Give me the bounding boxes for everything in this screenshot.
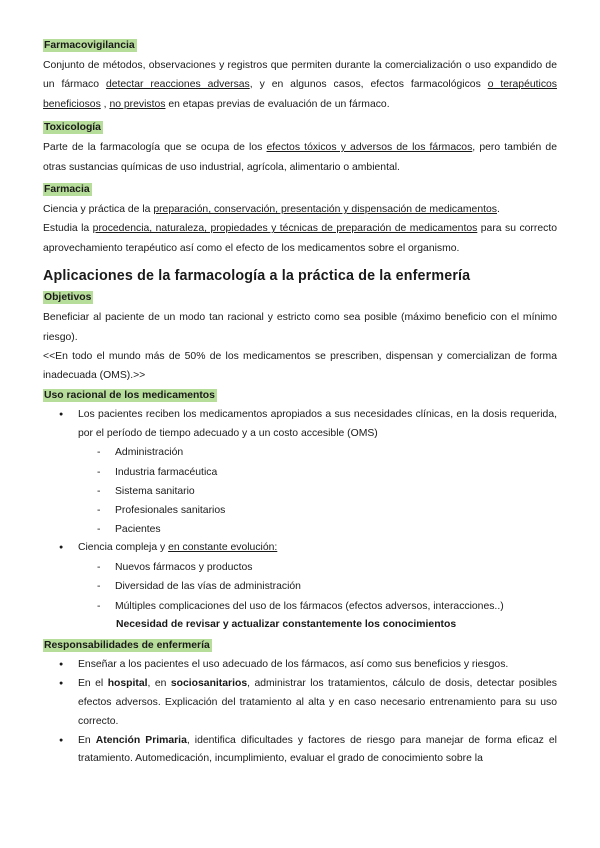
heading-farmacovigilancia: Farmacovigilancia — [44, 40, 135, 51]
section-heading-objetivos — [43, 291, 557, 308]
list-item: ● Ciencia compleja y en constante evolución: - Nuevos fármacos y productos - Diversidad de las vías de administración - Múltiples complicaciones del uso de los fármacos (efectos adversos, interacciones..) Necesidad de revisar y actualizar constantemente los conocimientos — [43, 539, 557, 634]
heading-uso-racional: Uso racional de los medicamentos — [44, 389, 215, 401]
heading-farmacia: Farmacia — [44, 184, 90, 196]
section-heading-uso-racional — [43, 389, 557, 406]
list-item: ● En Atención Primaria, identifica dificultades y factores de riesgo para manejar de forma eficaz el tratamiento. Automedicación, incumplimiento, evaluar el grado de conocimiento sobre la — [43, 732, 557, 770]
sub-list-item: - Industria farmacéutica — [78, 463, 557, 482]
section-title-aplicaciones: Aplicaciones de la farmacología a la práctica de la enfermería — [43, 268, 471, 285]
responsabilidades-list — [43, 656, 557, 769]
sub-list-item: - Administración — [78, 443, 557, 462]
sub-list-item: - Diversidad de las vías de administración — [78, 577, 557, 596]
paragraph-objetivos-1: Beneficiar al paciente de un modo tan racional y estricto como sea posible (máximo beneficio con el mínimo riesgo). — [43, 312, 557, 343]
list-item: ● Enseñar a los pacientes el uso adecuado de los fármacos, así como sus beneficios y riesgos. — [43, 656, 557, 675]
document-page — [43, 39, 557, 769]
note-revisar-conocimientos: Necesidad de revisar y actualizar constantemente los conocimientos — [116, 618, 457, 630]
heading-objetivos: Objetivos — [44, 292, 92, 304]
uso-racional-list — [43, 406, 557, 635]
sub-list-item: - Profesionales sanitarios — [78, 501, 557, 520]
paragraph-farmacovigilancia: Conjunto de métodos, observaciones y registros que permiten durante la comercialización o uso expandido de un fármaco detectar reacciones adversas, y en algunos casos, efectos farmacológicos o terapéuticos beneficiosos , no previstos en etapas previas de evaluación de un fármaco. — [43, 60, 557, 110]
paragraph-farmacia-2: Estudia la procedencia, naturaleza, propiedades y técnicas de preparación de medicamentos para su correcto aprovechamiento terapéutico así como el efecto de los medicamentos sobre el organismo. — [43, 223, 557, 254]
sub-list-item: - Múltiples complicaciones del uso de los fármacos (efectos adversos, interacciones..) — [78, 597, 557, 616]
list-item: ● Los pacientes reciben los medicamentos apropiados a sus necesidades clínicas, en la dosis requerida, por el período de tiempo adecuado y a un costo accesible (OMS) - Administración - Industria farmacéutica - Sistema sanitario - Profesionales sanitarios - Pacientes — [43, 406, 557, 540]
sub-list-evolucion — [78, 558, 557, 616]
heading-toxicologia: Toxicología — [44, 122, 101, 134]
heading-responsabilidades: Responsabilidades de enfermería — [44, 640, 210, 652]
paragraph-objetivos-2: <<En todo el mundo más de 50% de los medicamentos se prescriben, dispensan y comercializan de forma inadecuada (OMS).>> — [43, 351, 557, 382]
section-heading-farmacia — [43, 183, 557, 200]
sub-list-actores — [78, 443, 557, 539]
paragraph-toxicologia: Parte de la farmacología que se ocupa de los efectos tóxicos y adversos de los fármacos, pero también de otras sustancias químicas de uso industrial, agrícola, alimentario o ambiental. — [43, 142, 557, 173]
sub-list-item: - Nuevos fármacos y productos — [78, 558, 557, 577]
list-item: ● En el hospital, en sociosanitarios, administrar los tratamientos, cálculo de dosis, detectar posibles efectos adversos. Explicación del tratamiento al alta y en caso necesario entrenamiento para su uso correcto. — [43, 675, 557, 731]
section-heading-toxicologia — [43, 121, 557, 138]
section-heading-responsabilidades — [43, 639, 557, 656]
sub-list-item: - Pacientes — [78, 520, 557, 539]
section-heading-farmacovigilancia — [43, 39, 557, 56]
sub-list-item: - Sistema sanitario — [78, 482, 557, 501]
paragraph-farmacia-1: Ciencia y práctica de la preparación, conservación, presentación y dispensación de medicamentos. — [43, 204, 500, 216]
